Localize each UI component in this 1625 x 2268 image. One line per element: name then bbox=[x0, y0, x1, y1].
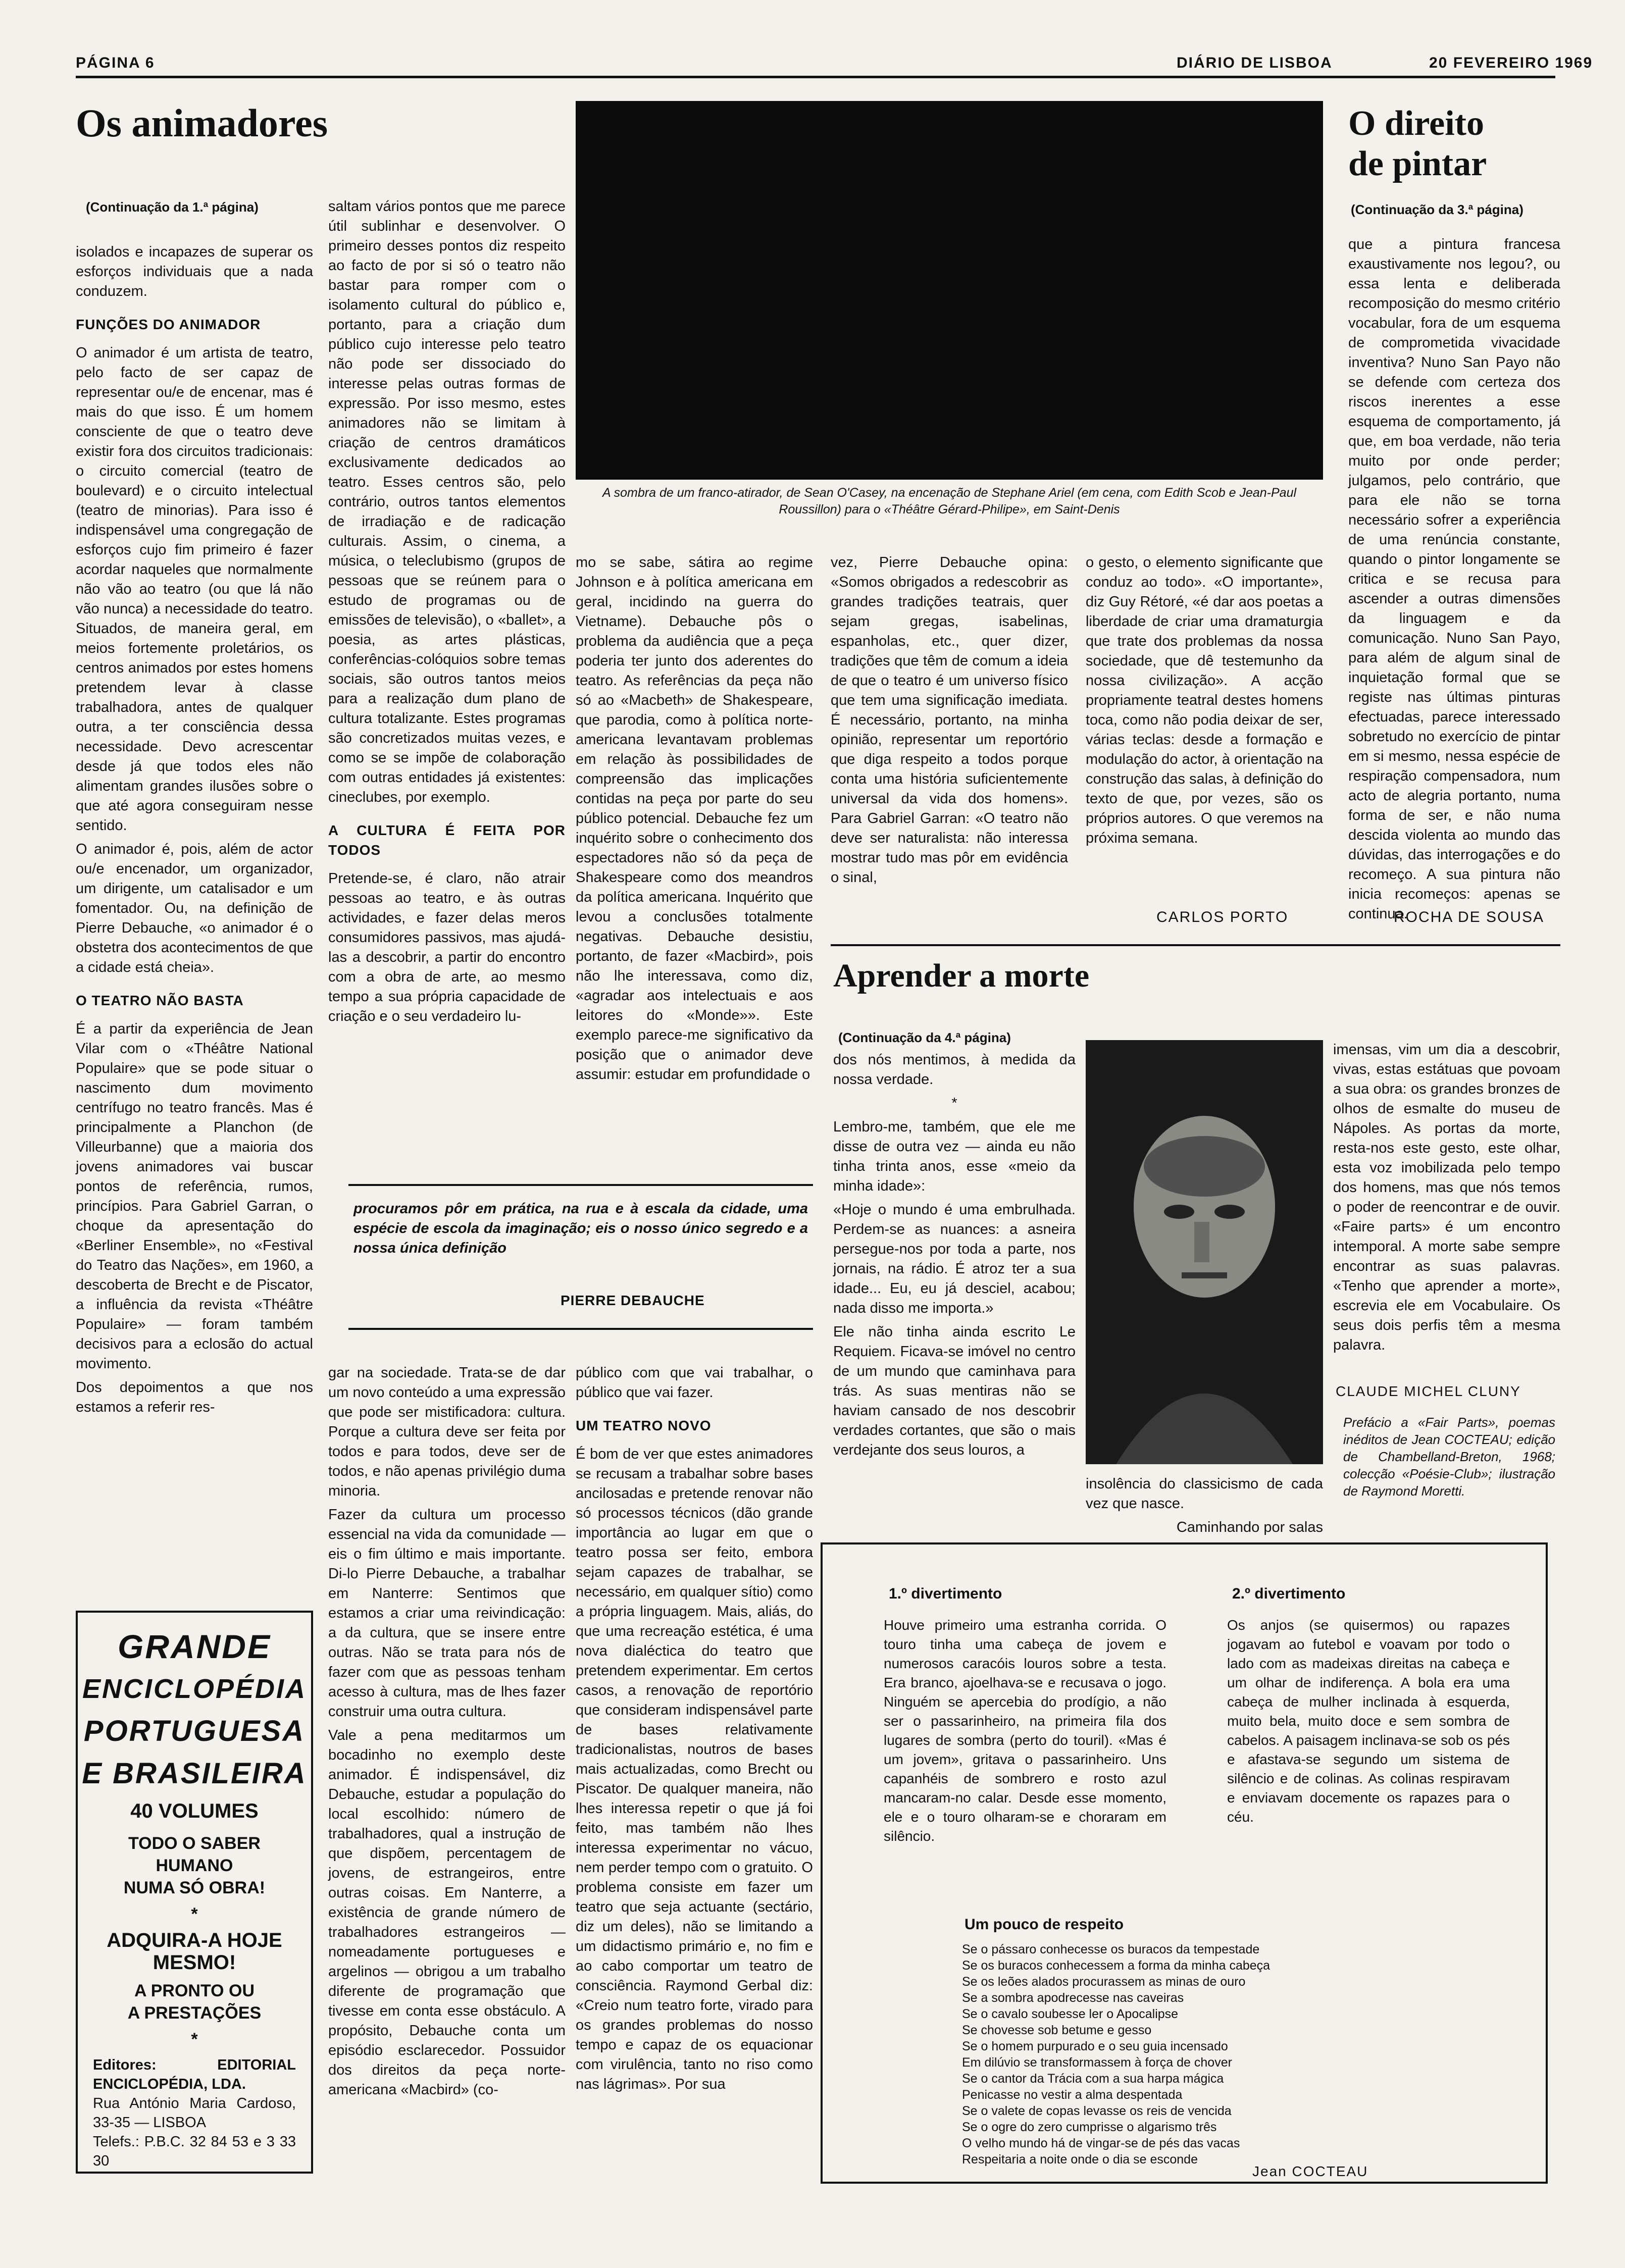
poem-line: Se o valete de copas levasse os reis de vencida bbox=[962, 2104, 1232, 2118]
poem-line: Se o cantor da Trácia com a sua harpa mágica bbox=[962, 2072, 1224, 2086]
newspaper-name: DIÁRIO DE LISBOA bbox=[1177, 55, 1333, 71]
poem-respeito bbox=[962, 1941, 1467, 2168]
paragraph: isolados e incapazes de superar os esforços individuais que a nada conduzem. bbox=[76, 244, 313, 299]
header-rule bbox=[76, 76, 1555, 78]
continuation-note: (Continuação da 3.ª página) bbox=[1351, 202, 1524, 217]
article-column-4 bbox=[831, 553, 1068, 892]
paragraph: mo se sabe, sátira ao regime Johnson e à política americana em geral, incidindo na guerra do Vietname). Debauche pôs o problema da audiência que a peça poderia ter junto dos aderentes do teatro. As referências da peça não só ao «Macbeth» de Shakespeare, que parodia, como à política norte-americana levantavam problemas em relação às possibilidades de compreensão das implicações contidas na peça por parte do seu público potencial. Debauche fez um inquérito sobre o conhecimento dos espectadores não só da peça de Shakespeare como dos meandros da política americana. Inquérito que levou a conclusões totalmente negativas. Debauche desistiu, portanto, de fazer «Macbird», pois não lhe interessava, como diz, «agradar aos intelectuais e aos leitores do «Monde»». Este exemplo parece-me significativo da posição que o animador deve assumir: estudar em profundidade o bbox=[576, 554, 813, 1083]
poem-title: Um pouco de respeito bbox=[964, 1916, 1124, 1933]
ad-cta: MESMO! bbox=[153, 1951, 236, 1974]
paragraph: o gesto, o elemento significante que conduz ao todo». «O importante», diz Guy Rétoré, «é dar aos poetas a liberdade de criar uma dramaturgia que trate dos problemas da nossa sociedade, que dê testemunho da nossa civilização». A acção propriamente teatral destes homens toca, como não podia deixar de ser, várias teclas: desde a formação e modulação do actor, à orientação na construção das salas, à definição do texto de que, por vezes, são os próprios autores. O que veremos na próxima semana. bbox=[1086, 554, 1323, 846]
ad-title-line: GRANDE bbox=[117, 1628, 271, 1665]
ad-publisher: Editores: EDITORIAL ENCICLOPÉDIA, LDA. bbox=[93, 2057, 296, 2092]
page-number: PÁGINA 6 bbox=[76, 55, 155, 71]
paragraph: vez, Pierre Debauche opina: «Somos obrigados a redescobrir as grandes tradições teatrais, quer sejam gregas, isabelinas, espanholas, etc., quer dizer, tradições que têm de comum a ideia de que o teatro é um universo físico que tem uma significação imediata. É necessário, portanto, na minha opinião, representar um reportório que diga respeito a todos porque conta uma história suficientemente universal da vida dos homens». Para Gabriel Garran: «O teatro não deve ser naturalista: não interessa mostrar tudo mas pôr em evidência o sinal, bbox=[831, 554, 1068, 886]
separator-star: * bbox=[951, 1095, 957, 1111]
continuation-note: (Continuação da 4.ª página) bbox=[838, 1030, 1011, 1045]
ad-tagline: NUMA SÓ OBRA! bbox=[123, 1878, 266, 1897]
article-column-5 bbox=[1086, 553, 1323, 852]
morte-column-3 bbox=[1333, 1040, 1560, 1359]
paragraph: É a partir da experiência de Jean Vilar com o «Théâtre National Populaire» que se pode situar o nascimento dum movimento centrífugo no teatro francês. Mas é principalmente a Planchon (de Villeurbanne) que a maioria dos jovens animadores vai buscar pontos de referência, rumos, princípios. Para Gabriel Garran, o choque da apresentação do «Berliner Ensemble», no «Festival do Teatro das Nações», em 1960, a descoberta de Brecht e de Piscator, a influência da revista «Théâtre Populaire» — foram também decisivos para a eclosão do actual movimento. bbox=[76, 1021, 313, 1372]
cocteau-portrait bbox=[1086, 1040, 1323, 1464]
morte-column-1 bbox=[833, 1050, 1076, 1464]
paragraph: Ele não tinha ainda escrito Le Requiem. Ficava-se imóvel no centro de um mundo que caminhava para trás. As suas mentiras não se haviam cansado de nos descobrir verdades cortantes, que são o mais verdejante dos seus louros, a bbox=[833, 1324, 1076, 1458]
ad-address: Rua António Maria Cardoso, 33-35 — LISBOA bbox=[93, 2095, 296, 2131]
paragraph: É bom de ver que estes animadores se recusam a trabalhar sobre bases ancilosadas e pretende renovar não só processos técnicos (dão grande importância ao lugar em que o teatro possa ser feito, embora sejam capazes de trabalhar, se necessário, em qualquer sítio) como a própria linguagem. Mais, aliás, do que uma recreação estética, é uma nova dialéctica do teatro que pretendem experimentar. Em certos casos, a renovação de reportório que consideram indispensável parte de bases relativamente tradicionalistas, noutros de bases mais actualizadas, como Brecht ou Piscator. De qualquer maneira, não lhes interessa repetir o que já foi feito, mas também não lhes interessa experimentar no vácuo, nem perder tempo com o gratuito. O problema consiste em fazer um teatro que seja actuante (sectário, diz um deles), não se limitando a um didactismo primário e, no fim e ao cabo comportar um teatro de consciência. Raymond Gerbal diz: «Creio num teatro forte, virado para os grandes problemas do nosso tempo e capaz de os equacionar com virulência, tanto no riso como nas lágrimas». Por sua bbox=[576, 1446, 813, 2092]
article-column-pintar: que a pintura francesa exaustivamente nos legou?, ou essa lenta e deliberada recomposição do mesmo critério vocabular, fora de um esquema de comprometida vivacidade inventiva? Nuno San Payo não se defende com certeza dos riscos inerentes a esse esquema de comportamento, já que, em boa verdade, não teria muito por onde perder; julgamos, pelo contrário, que para ele não se torna necessário sofrer a experiência de uma renúncia constante, quando o pintor longamente se critica e se recusa para ascender a outras dimensões da linguagem e da comunicação. Nuno San Payo, para além de algum sinal de inquietação formal que se registe nas últimas pinturas efectuadas, parece interessado sobretudo no exercício de pintar em si mesmo, nessa espécie de respiração compensadora, num acto de alegria portanto, numa forma de ser, e não numa descida violenta ao mundo das dúvidas, das interrogações e do recomeço. A sua pintura não inicia recomeços: apenas se continua. bbox=[1348, 236, 1560, 922]
ad-terms: A PRONTO OU bbox=[134, 1981, 255, 2000]
paragraph: Fazer da cultura um processo essencial na vida da comunidade — eis o fim último e mais importante. Di-lo Pierre Debauche, a trabalhar em Nanterre: Sentimos que estamos a criar uma reivindicação: a da cultura, que se insere entre outras. Não se trata para nós de fazer com que as pessoas tenham acesso à cultura, mas de lhes fazer construir uma outra cultura. bbox=[328, 1507, 566, 1720]
article-headline-pintar bbox=[1348, 104, 1560, 184]
poem-title: 1.º divertimento bbox=[889, 1585, 1002, 1602]
poem-line: Respeitaria a noite onde o dia se esconde bbox=[962, 2152, 1198, 2167]
poem-line: Penicasse no vestir a alma despentada bbox=[962, 2088, 1183, 2102]
ad-terms: A PRESTAÇÕES bbox=[127, 2003, 262, 2023]
author-signature: ROCHA DE SOUSA bbox=[1394, 909, 1545, 925]
poem-line: Se os leões alados procurassem as minas de ouro bbox=[962, 1975, 1246, 1989]
paragraph: público com que vai trabalhar, o público que vai fazer. bbox=[576, 1365, 813, 1401]
article-column-3 bbox=[576, 553, 813, 1089]
poem-line: Se o ogre do zero cumprisse o algarismo três bbox=[962, 2120, 1217, 2134]
paragraph: saltam vários pontos que me parece útil sublinhar e desenvolver. O primeiro desses pontos diz respeito ao facto de por si só o teatro não bastar para romper com o isolamento cultural do público e, portanto, para a criação dum público cujo interesse pelo teatro não pode ser dissociado do interesse pelas outras formas de expressão. Por isso mesmo, estes animadores não se limitam à criação de centros dramáticos exclusivamente dedicados ao teatro. Esses centros são, pelo contrário, outros tantos elementos de irradiação e de radicação culturais. Assim, o cinema, a música, o teleclubismo (grupos de pessoas que se reúnem para o estudo de programas ou de emissões de televisão), o «ballet», a poesia, as artes plásticas, conferências-colóquios sobre temas sociais, são outros tantos meios para a realização dum plano de cultura totalizante. Estes programas são concretizados muitas vezes, e como se se impõe de colaboração com outras entidades já existentes: cineclubes, por exemplo. bbox=[328, 198, 566, 805]
poem-line: Se o cavalo soubesse ler o Apocalipse bbox=[962, 2007, 1179, 2021]
section-rule bbox=[831, 944, 1560, 946]
headline-line: O direito bbox=[1348, 104, 1484, 143]
morte-column-2 bbox=[1086, 1474, 1323, 1541]
poem-line: Em dilúvio se transformassem à força de chover bbox=[962, 2055, 1232, 2070]
poem-title: 2.º divertimento bbox=[1232, 1585, 1346, 1602]
ad-title-line: ENCICLOPÉDIA bbox=[82, 1674, 307, 1704]
article-column-3-lower bbox=[576, 1363, 813, 2098]
ad-cta: ADQUIRA-A HOJE bbox=[107, 1929, 282, 1951]
book-note: Prefácio a «Fair Parts», poemas inéditos de Jean COCTEAU; edição de Chambelland-Breton, 1968; colecção «Poésie-Club»; ilustração de Raymond Moretti. bbox=[1343, 1415, 1555, 1499]
quote-rule-top bbox=[348, 1184, 813, 1186]
poem-line: Se o homem purpurado e o seu guia incensado bbox=[962, 2039, 1228, 2053]
subheading: A CULTURA É FEITA POR TODOS bbox=[328, 822, 566, 858]
ad-star: * bbox=[191, 2030, 198, 2049]
paragraph: gar na sociedade. Trata-se de dar um novo conteúdo a uma expressão que pode ser mistificadora: cultura. Porque a cultura deve ser feita por todos e para todos, deve ser de todos, e não apenas privilégio duma minoria. bbox=[328, 1365, 566, 1499]
ad-star: * bbox=[191, 1904, 198, 1924]
author-signature: CARLOS PORTO bbox=[1156, 909, 1289, 925]
article-column-1 bbox=[76, 242, 313, 1421]
ad-tagline: TODO O SABER bbox=[128, 1834, 261, 1853]
subheading: O TEATRO NÃO BASTA bbox=[76, 993, 244, 1008]
encyclopedia-ad bbox=[76, 1611, 313, 2174]
pull-quote-author: PIERRE DEBAUCHE bbox=[561, 1293, 705, 1308]
ad-title-line: PORTUGUESA bbox=[83, 1715, 306, 1747]
poem-line: Se a sombra apodrecesse nas caveiras bbox=[962, 1991, 1184, 2005]
ad-title-line: E BRASILEIRA bbox=[82, 1757, 307, 1790]
poem-divertimento-2: Os anjos (se quisermos) ou rapazes jogavam ao futebol e voavam por todo o lado com as madeixas direitas na cabeça e um olhar de indiferença. A bola era uma cabeça de mulher inclinada à esquerda, muito bela, muito doce e sem sombra de cabelos. A paisagem inclinava-se sob os pés e afastava-se segundo um sistema de silêncio e de colinas. As colinas respiravam e enviavam docemente os rapazes para o céu. bbox=[1227, 1617, 1510, 1825]
ad-tagline: HUMANO bbox=[156, 1856, 233, 1875]
paragraph: Dos depoimentos a que nos estamos a referir res- bbox=[76, 1379, 313, 1415]
paragraph: imensas, vim um dia a descobrir, vivas, estas estátuas que povoam a sua obra: os grandes bronzes de olhos de esmalte do museu de Nápoles. As portas da morte, resta-nos este gesto, este olhar, esta voz imobilizada pelo tempo dos homens, mas que nós temos o poder de reencontrar e de ouvir. «Faire parts» é um encontro intemporal. A morte sabe sempre encontrar as suas palavras. «Tenho que aprender a morte», escrevia ele em Vocabulaire. Os seus dois perfis têm a mesma palavra. bbox=[1333, 1042, 1560, 1353]
paragraph: O animador é, pois, além de actor ou/e encenador, um organizador, um dirigente, um catalisador e um fomentador. Ou, na definição de Pierre Debauche, «o animador é o obstetra dos acontecimentos de que a cidade está cheia». bbox=[76, 841, 313, 975]
subheading: UM TEATRO NOVO bbox=[576, 1418, 712, 1433]
paragraph: O animador é um artista de teatro, pelo facto de ser capaz de representar ou/e de encenar, mas é mais do que isso. É um homem consciente de que o teatro deve existir fora dos circuitos tradicionais: o circuito comercial (teatro de boulevard) e o circuito intelectual (teatro de minorias). Para isso é indispensável uma congregação de esforços cujo fim primeiro é fazer acordar naqueles que normalmente não vão ao teatro (ou que lá não vão nunca) a necessidade do teatro. Situados, de maneira geral, em meios fortemente proletários, os centros animados por estes homens pretendem levar à classe trabalhadora, antes de qualquer outra, a ter consciência dessa necessidade. Devo acrescentar desde já que todos eles não alimentam grandes ilusões sobre o que até agora conseguiram nesse sentido. bbox=[76, 345, 313, 834]
paragraph: Lembro-me, também, que ele me disse de outra vez — ainda eu não tinha trinta anos, esse «meio da minha idade»: bbox=[833, 1119, 1076, 1194]
paragraph: Pretende-se, é claro, não atrair pessoas ao teatro, e às outras actividades, e fazer delas meros consumidores passivos, mas ajudá-las a descobrir, a partir do encontro com a obra de arte, ao mesmo tempo a sua própria capacidade de criação e o seu verdadeiro lu- bbox=[328, 870, 566, 1024]
article-column-2 bbox=[328, 197, 566, 1030]
poem-line: O velho mundo há de vingar-se de pés das vacas bbox=[962, 2136, 1240, 2150]
theatre-photo bbox=[576, 101, 1323, 480]
pull-quote: procuramos pôr em prática, na rua e à escala da cidade, uma espécie de escola da imaginação; eis o nosso único segredo e a nossa única definição bbox=[353, 1201, 808, 1256]
portrait-illustration bbox=[1086, 1040, 1323, 1464]
paragraph: dos nós mentimos, à medida da nossa verdade. bbox=[833, 1052, 1076, 1088]
ad-volumes: 40 VOLUMES bbox=[130, 1800, 259, 1822]
ad-phones: Telefs.: P.B.C. 32 84 53 e 3 33 30 bbox=[93, 2134, 296, 2169]
poem-line: Se os buracos conhecessem a forma da minha cabeça bbox=[962, 1958, 1271, 1973]
poem-line: Se chovesse sob betume e gesso bbox=[962, 2023, 1152, 2037]
continuation-note: (Continuação da 1.ª página) bbox=[86, 199, 259, 215]
author-signature: CLAUDE MICHEL CLUNY bbox=[1336, 1383, 1521, 1399]
paragraph: Vale a pena meditarmos um bocadinho no exemplo deste animador. É indispensável, diz Debauche, estudar a população do local escolhido: número de trabalhadores, qual a instrução de que dispõem, percentagem de jovens, de estrangeiros, entre outras coisas. Em Nanterre, a existência de grande número de trabalhadores estrangeiros — nomeadamente portugueses e argelinos — obrigou a um trabalho diferente de programação que tivesse em conta esse obstáculo. A propósito, Debauche conta um episódio esclarecedor. Possuidor dos direitos da peça norte-americana «Macbird» (co- bbox=[328, 1727, 566, 2098]
paragraph: insolência do classicismo de cada vez que nasce. bbox=[1086, 1476, 1323, 1512]
photo-caption: A sombra de um franco-atirador, de Sean O'Casey, na encenação de Stephane Ariel (em cena, com Edith Scob e Jean-Paul Roussillon) para o «Théâtre Gérard-Philipe», em Saint-Denis bbox=[602, 486, 1297, 517]
poem-signature: Jean COCTEAU bbox=[1252, 2163, 1368, 2179]
headline-line: de pintar bbox=[1348, 144, 1487, 183]
paragraph: «Hoje o mundo é uma embrulhada. Perdem-se as nuances: a asneira persegue-nos por toda a parte, nos jornais, na rádio. É atroz ter a sua idade... Eu, eu já desciel, acabou; nada disso me importa.» bbox=[833, 1202, 1076, 1316]
poem-line: Se o pássaro conhecesse os buracos da tempestade bbox=[962, 1942, 1260, 1956]
article-headline-morte: Aprender a morte bbox=[833, 957, 1090, 994]
subheading: FUNÇÕES DO ANIMADOR bbox=[76, 317, 261, 332]
article-headline-animadores: Os animadores bbox=[76, 101, 328, 145]
poem-divertimento-1: Houve primeiro uma estranha corrida. O touro tinha uma cabeça de jovem e numerosos caracóis louros sobre a testa. Era branco, ajoelhava-se e recusava o jogo. Ninguém se apercebia do prodígio, a não ser o passarinheiro, na primeira fila dos lugares de sombra (perto do touril). «Mas é um jovem», gritava o passarinheiro. Uns capanhéis de sombrero e rosto azul mancaram-no calar. Desde esse momento, ele e o touro olharam-se e choraram em silêncio. bbox=[884, 1617, 1166, 1844]
issue-date: 20 FEVEREIRO 1969 bbox=[1429, 55, 1593, 71]
paragraph: Caminhando por salas bbox=[1176, 1519, 1323, 1535]
article-column-2-lower bbox=[328, 1363, 566, 2104]
quote-rule-bottom bbox=[348, 1328, 813, 1330]
